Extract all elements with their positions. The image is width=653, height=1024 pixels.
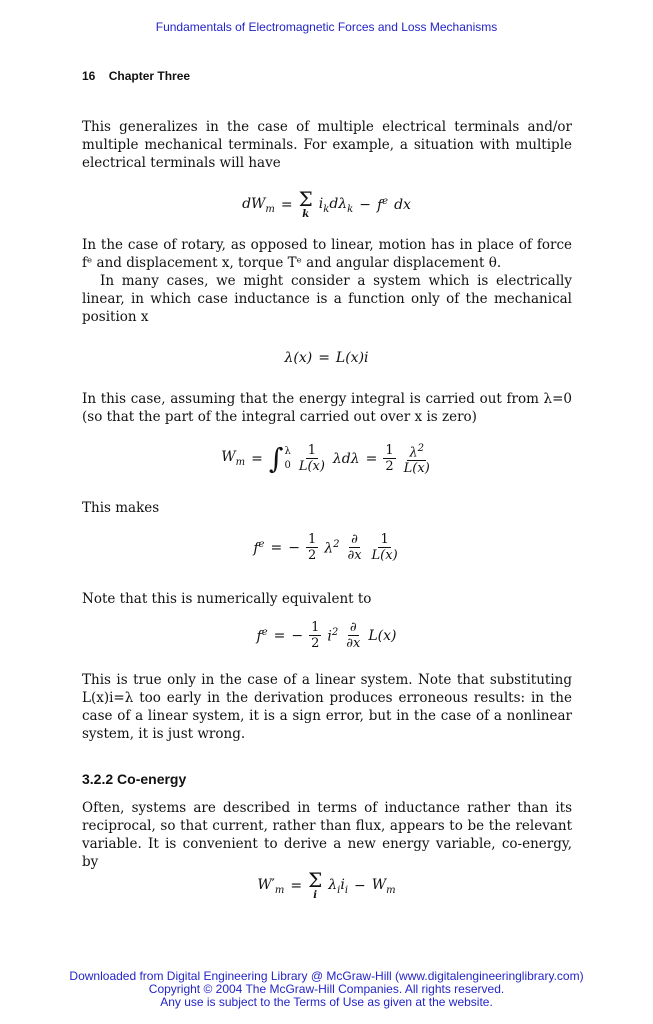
section-title: Co-energy — [117, 771, 187, 787]
summation-symbol: Σ i — [308, 868, 323, 901]
equation-lambda: λ(x) = L(x)i — [284, 350, 369, 366]
paragraph-equivalent: Note that this is numerically equivalent to — [82, 591, 372, 607]
chapter-title: Chapter Three — [108, 69, 191, 83]
footer-copyright: Copyright © 2004 The McGraw-Hill Companies. All rights reserved. — [148, 982, 505, 996]
paragraph-linear: In many cases, we might consider a system which is electrically linear, in which case inductance is a function only of the mechanical position x — [82, 273, 572, 325]
equation-force-lambda: $f^e$ = − $\frac{1}{2}$ $\lambda^2$ $\frac{\partial}{\partial x}$ $\frac{1}{L(x)}$ — [253, 532, 398, 563]
footer-terms-link[interactable]: Any use is subject to the Terms of Use as given at the website. — [160, 995, 493, 1009]
section-number: 3.2.2 — [82, 771, 114, 787]
section-heading — [82, 771, 186, 787]
equation-force-current: $f^e$ = − $\frac{1}{2}$ $i^2$ $\frac{\partial}{\partial x}$ L(x) — [256, 620, 397, 651]
equation-dWm: $dW_m$ = Σ k $i_kd\lambda_k$ − $f^e$ dx — [242, 187, 411, 220]
paragraph-rotary: In the case of rotary, as opposed to linear, motion has in place of force fᵉ and displacement x, torque Tᵉ and angular displacement θ. — [82, 237, 572, 271]
integral-symbol: ∫ λ 0 — [268, 441, 291, 475]
summation-symbol: Σ k — [298, 187, 313, 220]
page-number: 16 — [82, 69, 96, 83]
paragraph-this-makes: This makes — [82, 500, 160, 516]
book-title-banner: Fundamentals of Electromagnetic Forces and Loss Mechanisms — [155, 20, 498, 34]
equation-coenergy: $W'_m$ = Σ i $\lambda_ii_i$ − $W_m$ — [257, 868, 396, 901]
paragraph-linear-only: This is true only in the case of a linear system. Note that substituting L(x)i=λ too early in the derivation produces erroneous results: in the case of a linear system, it is a sign error, but in the case of a nonlinear system, it is just wrong. — [82, 672, 572, 742]
paragraph-co-energy: Often, systems are described in terms of inductance rather than its reciprocal, so that current, rather than flux, appears to be the relevant variable. It is convenient to derive a new energy variable, co-energy, by — [82, 800, 572, 870]
footer-download-link[interactable]: Downloaded from Digital Engineering Library @ McGraw-Hill (www.digitalengineeringlibrary.com) — [69, 969, 584, 983]
paragraph-energy-integral: In this case, assuming that the energy integral is carried out from λ=0 (so that the part of the integral carried out over x is zero) — [82, 391, 572, 425]
paragraph-intro: This generalizes in the case of multiple electrical terminals and/or multiple mechanical terminals. For example, a situation with multiple electrical terminals will have — [82, 119, 572, 171]
equation-Wm: $W_m$ = ∫ λ 0 $\frac{1}{L(x)}$ λdλ = $\frac{1}{2}$ $\frac{\lambda^2}{L(x)}$ — [221, 441, 430, 477]
chapter-header — [82, 69, 190, 83]
